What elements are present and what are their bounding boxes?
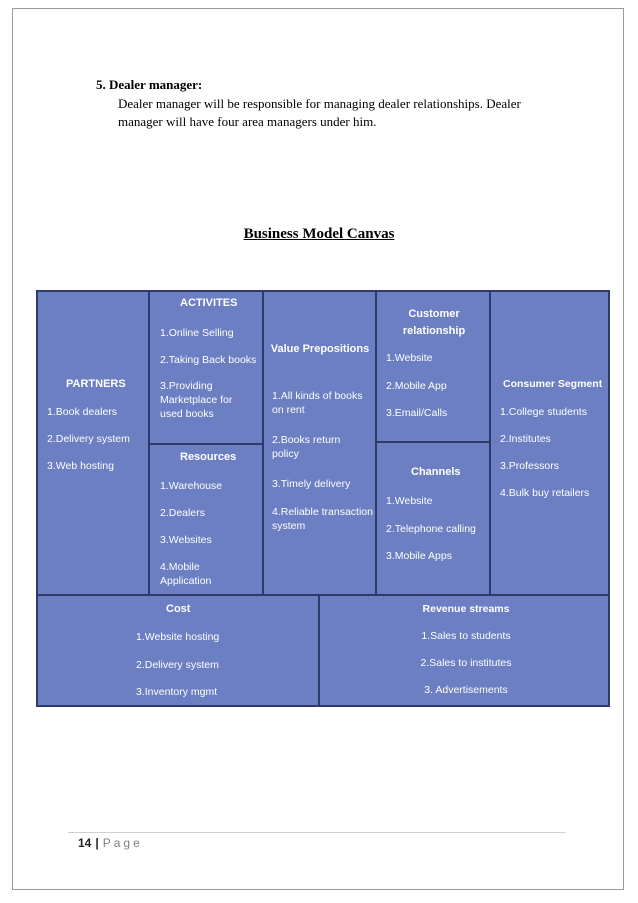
activities-box xyxy=(148,290,264,445)
customer-relationship-title: Customer relationship xyxy=(402,308,466,337)
customer-relationship-item: 1.Website xyxy=(386,352,433,364)
revenue-item: 3. Advertisements xyxy=(424,684,508,696)
customer-relationship-item: 3.Email/Calls xyxy=(386,407,448,419)
partners-item: 1.Book dealers xyxy=(47,406,118,418)
section-body: Dealer manager will be responsible for managing dealer relationships. Dealer manager will have four area managers under him. xyxy=(118,96,521,129)
segments-title: Consumer Segment xyxy=(503,378,603,390)
revenue-title: Revenue streams xyxy=(422,603,510,615)
footer-divider xyxy=(68,832,566,833)
value-item: 1.All kinds of books on rent xyxy=(272,390,363,416)
activities-item: 3.Providing Marketplace for used books xyxy=(160,380,233,420)
footer-separator: | xyxy=(95,836,99,850)
resources-item: 2.Dealers xyxy=(160,507,205,519)
page-number: 14 xyxy=(78,836,92,850)
value-item: 4.Reliable transaction system xyxy=(272,506,373,532)
segments-item: 3.Professors xyxy=(500,460,559,472)
value-box xyxy=(262,290,377,596)
revenue-item: 2.Sales to institutes xyxy=(420,657,512,669)
resources-title: Resources xyxy=(180,451,237,463)
partners-box xyxy=(36,290,150,596)
channels-item: 3.Mobile Apps xyxy=(386,550,452,562)
cost-box xyxy=(36,594,320,707)
channels-title: Channels xyxy=(411,466,461,478)
revenue-box xyxy=(318,594,610,707)
customer-relationship-box xyxy=(375,290,491,443)
segments-item: 2.Institutes xyxy=(500,433,551,445)
partners-item: 2.Delivery system xyxy=(47,433,130,445)
value-title: Value Prepositions xyxy=(270,343,370,355)
section-heading: 5. Dealer manager: xyxy=(96,77,203,92)
channels-item: 2.Telephone calling xyxy=(386,523,476,535)
cost-item: 2.Delivery system xyxy=(136,659,219,671)
channels-box xyxy=(375,441,491,596)
resources-item: 3.Websites xyxy=(160,534,212,546)
customer-relationship-item: 2.Mobile App xyxy=(386,380,447,392)
page-label: Page xyxy=(102,836,143,850)
channels-item: 1.Website xyxy=(386,495,433,507)
activities-item: 2.Taking Back books xyxy=(160,354,257,366)
revenue-item: 1.Sales to students xyxy=(421,630,511,642)
activities-item: 1.Online Selling xyxy=(160,327,234,339)
value-item: 2.Books return policy xyxy=(272,434,341,460)
resources-item: 1.Warehouse xyxy=(160,480,223,492)
segments-item: 1.College students xyxy=(500,406,587,418)
activities-title: ACTIVITES xyxy=(180,297,238,309)
cost-item: 3.Inventory mgmt xyxy=(136,686,218,698)
segments-box xyxy=(489,290,610,596)
page-footer xyxy=(78,836,143,850)
canvas-title: Business Model Canvas xyxy=(243,226,395,242)
partners-title: PARTNERS xyxy=(66,378,126,390)
cost-title: Cost xyxy=(166,603,191,615)
partners-item: 3.Web hosting xyxy=(47,460,114,472)
segments-item: 4.Bulk buy retailers xyxy=(500,487,590,499)
value-item: 3.Timely delivery xyxy=(272,478,351,490)
cost-item: 1.Website hosting xyxy=(136,631,220,643)
resources-item: 4.Mobile Application xyxy=(160,561,212,587)
resources-box xyxy=(148,443,264,596)
